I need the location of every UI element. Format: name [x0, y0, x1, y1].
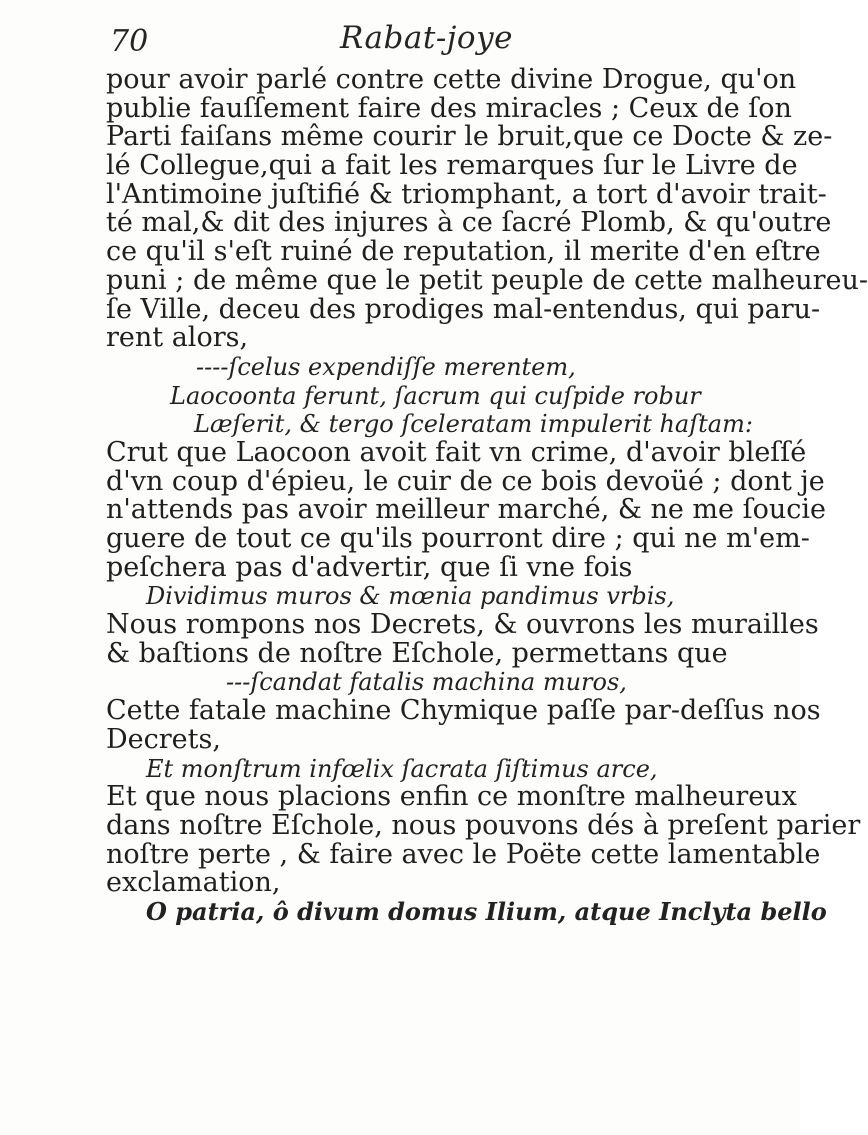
verse-line: Læſerit, & tergo ſceleratam impulerit haſtam: [194, 410, 753, 439]
verse-line: Et monſtrum infœlix ſacrata ſiſtimus arce, [146, 754, 658, 783]
text-line: l'Antimoine juſtifié & triomphant, a tort d'avoir trait- [106, 178, 827, 210]
page-number: 70 [110, 24, 149, 59]
verse-line: ---ſcandat fatalis machina muros, [226, 668, 627, 697]
text-line: té mal,& dit des injures à ce ſacré Plomb, & qu'outre [106, 207, 832, 239]
verse-line: Laocoonta ferunt, ſacrum qui cuſpide robur [170, 381, 701, 410]
text-line: Parti faiſans même courir le bruit,que ce Docte & ze- [106, 121, 833, 153]
text-line: ce qu'il s'eſt ruiné de reputation, il merite d'en eſtre [106, 236, 821, 268]
text-line: publie fauſſement faire des miracles ; Ceux de ſon [106, 92, 792, 124]
verse-line: O patria, ô divum domus Ilium, atque Inclyta bello [146, 896, 827, 926]
verse-line: Dividimus muros & mœnia pandimus vrbis, [146, 582, 675, 611]
text-line: Nous rompons nos Decrets, & ouvrons les murailles [106, 609, 819, 641]
text-line: Cette fatale machine Chymique paſſe par-deſſus nos [106, 695, 821, 727]
text-line: noſtre perte , & faire avec le Poëte cette lamentable [106, 838, 821, 870]
text-line: puni ; de même que le petit peuple de cette malheureu- [106, 264, 868, 296]
text-line: exclamation, [106, 867, 281, 899]
text-line: pour avoir parlé contre cette divine Drogue, qu'on [106, 64, 797, 95]
text-line: dans noſtre Eſchole, nous pouvons dés à preſent parier [106, 809, 861, 841]
text-line: & baſtions de noſtre Eſchole, permettans que [106, 637, 728, 669]
running-head: Rabat-joye [340, 20, 513, 56]
text-line: n'attends pas avoir meilleur marché, & ne me ſoucie [106, 494, 826, 526]
text-line: rent alors, [106, 322, 249, 354]
page-body-text [106, 64, 868, 927]
page-header [100, 20, 720, 64]
text-line: Et que nous placions enfin ce monſtre malheureux [106, 781, 797, 813]
text-line: d'vn coup d'épieu, le cuir de ce bois devoüé ; dont je [106, 465, 825, 497]
verse-line: ----ſcelus expendiſſe merentem, [196, 352, 576, 381]
text-line: Crut que Laocoon avoit fait vn crime, d'avoir bleſſé [106, 436, 807, 468]
text-line: lé Collegue,qui a fait les remarques ſur le Livre de [106, 150, 798, 182]
text-line: ſe Ville, deceu des prodiges mal-entendus, qui paru- [106, 293, 821, 325]
text-line: peſchera pas d'advertir, que ſi vne fois [106, 551, 633, 583]
text-line: Decrets, [106, 723, 221, 755]
text-line: guere de tout ce qu'ils pourront dire ; qui ne m'em- [106, 523, 810, 554]
